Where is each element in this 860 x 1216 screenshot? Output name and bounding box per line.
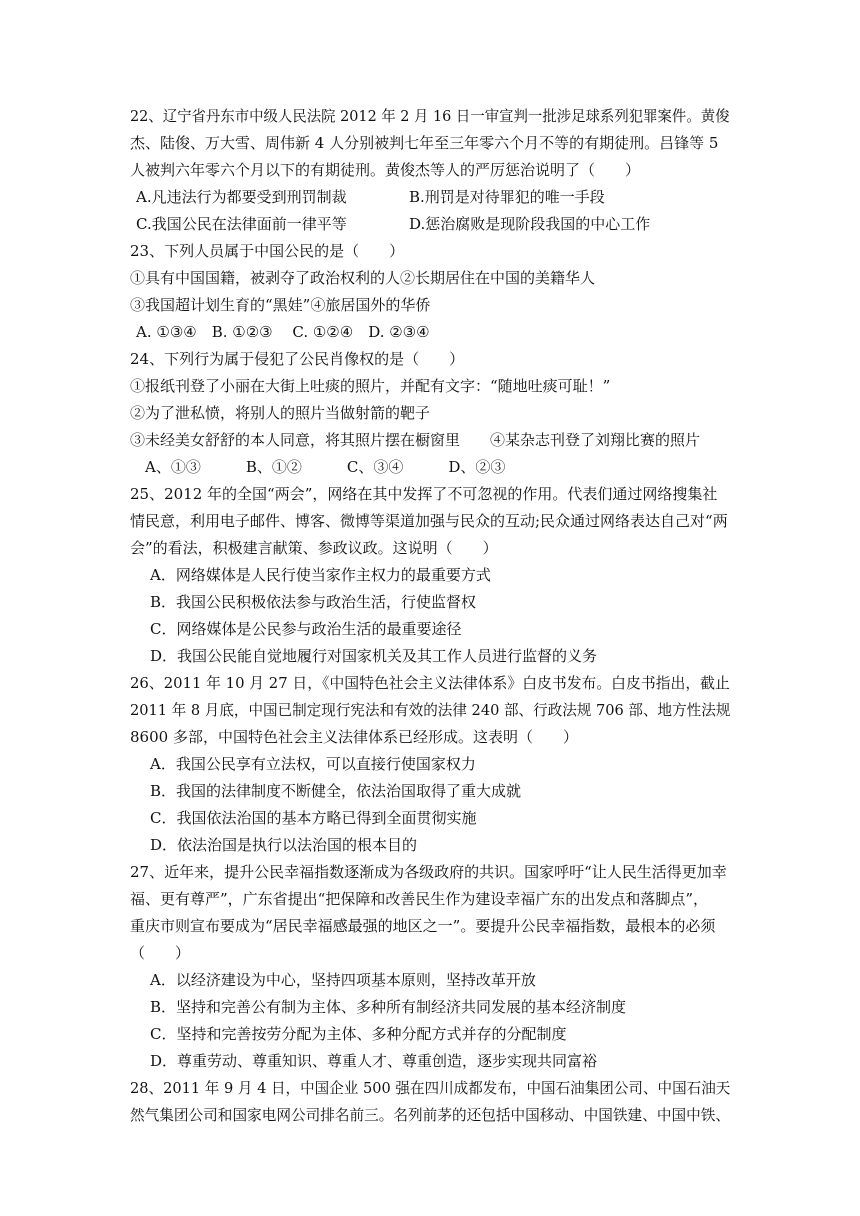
question-25-stem-line-2: 情民意，利用电子邮件、博客、微博等渠道加强与民众的互动;民众通过网络表达自己对“两	[130, 512, 728, 530]
question-27-stem-line-2: 福、更有尊严”，广东省提出“把保障和改善民生作为建设幸福广东的出发点和落脚点”，	[130, 890, 709, 908]
question-25-stem-line-3: 会”的看法，积极建言献策、参政议政。这说明（ ）	[130, 539, 498, 557]
question-25-option-a: A．网络媒体是人民行使当家作主权力的最重要方式	[150, 566, 491, 584]
question-27-stem-line-4: （ ）	[130, 944, 191, 962]
question-23-options: A. ①③④ B. ①②③ C. ①②④ D. ②③④	[136, 323, 430, 341]
question-26-option-a: A．我国公民享有立法权，可以直接行使国家权力	[150, 755, 476, 773]
question-28-stem-line-2: 然气集团公司和国家电网公司排名前三。名列前茅的还包括中国移动、中国铁建、中国中铁、	[130, 1106, 731, 1124]
question-22-option-d: D.惩治腐败是现阶段我国的中心工作	[409, 215, 651, 233]
question-25-option-c: C．网络媒体是公民参与政治生活的最重要途径	[150, 620, 462, 638]
question-26-option-d: D．依法治国是执行以法治国的根本目的	[150, 836, 418, 854]
question-22-stem-line-3: 人被判六年零六个月以下的有期徒刑。黄俊杰等人的严厉惩治说明了（ ）	[130, 161, 641, 179]
question-26-option-b: B．我国的法律制度不断健全，依法治国取得了重大成就	[150, 782, 522, 800]
question-26-stem-line-2: 2011 年 8 月底，中国已制定现行宪法和有效的法律 240 部、行政法规 706 部、地方性法规	[130, 701, 731, 719]
question-26-stem-line-1: 26、2011 年 10 月 27 日，《中国特色社会主义法律体系》白皮书发布。白皮书指出，截止	[130, 674, 730, 692]
question-23-stem-line-3: ③我国超计划生育的“黑娃”④旅居国外的华侨	[130, 296, 431, 314]
question-26-option-c: C．我国依法治国的基本方略已得到全面贯彻实施	[150, 809, 477, 827]
question-25-option-b: B．我国公民积极依法参与政治生活，行使监督权	[150, 593, 477, 611]
question-24-options: A、①③ B、①② C、③④ D、②③	[145, 458, 506, 476]
question-24-stem-line-3: ②为了泄私愤，将别人的照片当做射箭的靶子	[130, 404, 431, 422]
question-22-stem-line-1: 22、辽宁省丹东市中级人民法院 2012 年 2 月 16 日一审宣判一批涉足球系列犯罪案件。黄俊	[130, 107, 730, 125]
question-27-stem-line-3: 重庆市则宣布要成为“居民幸福感最强的地区之一”。要提升公民幸福指数，最根本的必须	[130, 917, 716, 935]
question-24-stem-line-4: ③未经美女舒舒的本人同意，将其照片摆在橱窗里 ④某杂志刊登了刘翔比赛的照片	[130, 431, 701, 449]
question-23-stem-line-1: 23、下列人员属于中国公民的是（ ）	[130, 242, 405, 260]
question-24-stem-line-1: 24、下列行为属于侵犯了公民肖像权的是（ ）	[130, 350, 465, 368]
question-24-stem-line-2: ①报纸刊登了小丽在大街上吐痰的照片，并配有文字：“随地吐痰可耻！”	[130, 377, 611, 395]
question-22-option-a: A.凡违法行为都要受到刑罚制裁	[136, 188, 347, 206]
question-23-stem-line-2: ①具有中国国籍，被剥夺了政治权利的人②长期居住在中国的美籍华人	[130, 269, 596, 287]
question-27-option-b: B．坚持和完善公有制为主体、多种所有制经济共同发展的基本经济制度	[150, 998, 627, 1016]
question-22-stem-line-2: 杰、陆俊、万大雪、周伟新 4 人分别被判七年至三年零六个月不等的有期徒刑。吕锋等 5	[130, 134, 719, 152]
question-27-option-a: A．以经济建设为中心，坚持四项基本原则，坚持改革开放	[150, 971, 536, 989]
question-27-option-c: C．坚持和完善按劳分配为主体、多种分配方式并存的分配制度	[150, 1025, 567, 1043]
question-22-option-c: C.我国公民在法律面前一律平等	[136, 215, 347, 233]
question-28-stem-line-1: 28、2011 年 9 月 4 日，中国企业 500 强在四川成都发布，中国石油集团公司、中国石油天	[130, 1079, 731, 1097]
question-27-option-d: D．尊重劳动、尊重知识、尊重人才、尊重创造，逐步实现共同富裕	[150, 1052, 598, 1070]
question-22-option-b: B.刑罚是对待罪犯的唯一手段	[409, 188, 605, 206]
question-26-stem-line-3: 8600 多部，中国特色社会主义法律体系已经形成。这表明（ ）	[130, 728, 578, 746]
question-25-option-d: D．我国公民能自觉地履行对国家机关及其工作人员进行监督的义务	[150, 647, 598, 665]
question-27-stem-line-1: 27、近年来，提升公民幸福指数逐渐成为各级政府的共识。国家呼吁“让人民生活得更加幸	[130, 863, 727, 881]
question-25-stem-line-1: 25、2012 年的全国“两会”，网络在其中发挥了不可忽视的作用。代表们通过网络搜集社	[130, 485, 718, 503]
